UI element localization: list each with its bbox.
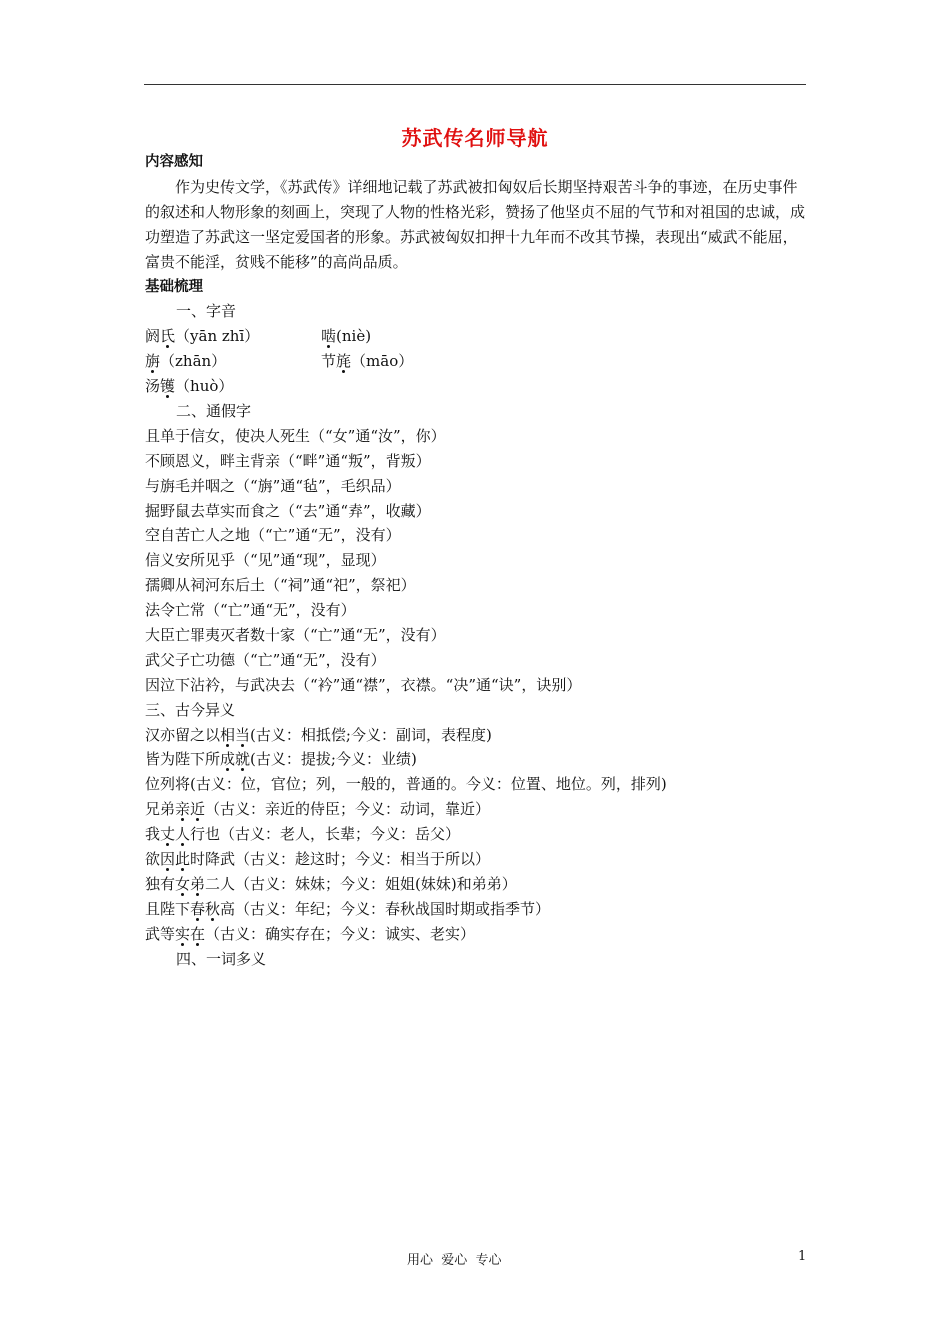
emphasis-char: 当: [235, 725, 251, 744]
perception-heading: 内容感知: [145, 154, 203, 170]
gujin-text: 时降武（古义：趁这时；今义：相当于所以）: [190, 850, 491, 869]
tongjia-item: 信义安所见乎（“见”通“现”，显现）: [145, 551, 386, 570]
gujin-text: 武等: [145, 924, 176, 943]
emphasis-char: 镬: [160, 377, 176, 396]
pron-text: （māo）: [351, 352, 414, 371]
basics-heading: 基础梳理: [145, 278, 203, 295]
emphasis-word: [220, 750, 250, 768]
gujin-text: 位列将: [145, 775, 191, 794]
tongjia-item: 武父子亡功德（“亡”通“无”，没有）: [145, 650, 386, 669]
emphasis-word: [175, 875, 205, 893]
emphasis-char: 亲: [175, 800, 191, 819]
gujin-text: (古义：相抵偿;今义：副词，表程度): [250, 725, 492, 744]
gujin-text: 且陛下: [145, 899, 191, 918]
footer-motto: 用心 爱心 专心: [407, 1253, 502, 1268]
pron-row-2: [145, 349, 811, 374]
emphasis-char: 女: [175, 874, 191, 893]
gujin-text: 兄弟: [145, 800, 176, 819]
emphasis-char: 成: [220, 750, 236, 769]
gujin-item: [145, 847, 811, 872]
emphasis-char: 人: [175, 825, 191, 844]
gujin-text: 我: [145, 825, 161, 844]
gujin-item: [145, 747, 811, 772]
gujin-text: 皆为陛下所: [145, 750, 221, 769]
gujin-item: [145, 922, 811, 947]
document-body: [145, 150, 811, 971]
tongjia-item: 不顾恩义，畔主背亲（“畔”通“叛”，背叛）: [145, 451, 431, 470]
tongjia-item: 因泣下沾衿，与武决去（“衿”通“襟”，衣襟。“决”通“诀”，诀别）: [145, 675, 582, 694]
document-title: 苏武传名师导航: [401, 126, 549, 150]
emphasis-word: [220, 726, 250, 744]
gujin-item: [145, 797, 811, 822]
gujin-text: 欲: [145, 850, 161, 869]
gujin-text: （古义：确实存在；今义：诚实、老实）: [205, 924, 476, 943]
gujin-text: 汉亦留之以: [145, 725, 221, 744]
pron-text: （yān zhī）: [175, 327, 260, 346]
emphasis-char: 旄: [336, 352, 352, 371]
gujin-text: 二人（古义：妹妹；今义：姐姐(妹妹)和弟弟）: [205, 874, 517, 893]
pron-heading: 一、字音: [176, 302, 237, 321]
emphasis-char: 旃: [145, 352, 161, 371]
gujin-text: 独有: [145, 874, 176, 893]
pron-row-1: [145, 324, 811, 349]
tongjia-item: 法令亡常（“亡”通“无”，没有）: [145, 601, 356, 620]
gujin-item: [145, 872, 811, 897]
tongjia-item: 掘野鼠去草实而食之（“去”通“弆”，收藏）: [145, 501, 431, 520]
pron-text: 阏: [145, 327, 161, 346]
tongjia-item: 且单于信女，使决人死生（“女”通“汝”，你）: [145, 426, 446, 445]
emphasis-char: 近: [190, 800, 206, 819]
gujin-item: [145, 723, 811, 748]
gujin-heading: 三、古今异义: [145, 700, 236, 719]
emphasis-char: 此: [175, 850, 191, 869]
tongjia-item: 孺卿从祠河东后土（“祠”通“祀”，祭祀）: [145, 576, 416, 595]
header-rule: [144, 84, 806, 85]
emphasis-char: 因: [160, 850, 176, 869]
tongjia-item: 大臣亡罪夷灭者数十家（“亡”通“无”，没有）: [145, 626, 446, 645]
emphasis-char: 实: [175, 924, 191, 943]
emphasis-word: [175, 800, 205, 818]
pron-text: (niè): [336, 327, 372, 346]
emphasis-char: 就: [235, 750, 251, 769]
tongjia-item: 空自苦亡人之地（“亡”通“无”，没有）: [145, 526, 401, 545]
emphasis-word: [175, 925, 205, 943]
gujin-text: 高（古义：年纪；今义：春秋战国时期或指季节）: [220, 899, 551, 918]
pron-text: （huò）: [175, 377, 234, 396]
emphasis-char: 弟: [190, 874, 206, 893]
gujin-item: [145, 897, 811, 922]
tongjia-heading: 二、通假字: [176, 402, 252, 420]
emphasis-char: 啮: [321, 327, 337, 346]
perception-paragraph: 作为史传文学，《苏武传》详细地记载了苏武被扣匈奴后长期坚持艰苦斗争的事迹，在历史事件的叙述和人物形象的刻画上，突现了人物的性格光彩，赞扬了他坚贞不屈的气节和对祖国的忠诚，成功塑造了苏武这一坚定爱国者的形象。苏武被匈奴扣押十九年而不改其节操，表现出“威武不能屈，富贵不能淫，贫贱不能移”的高尚品质。: [145, 177, 806, 271]
emphasis-char: 氏: [160, 327, 176, 346]
pron-row-3: [145, 374, 811, 399]
tongjia-item: 与旃毛并咽之（“旃”通“毡”，毛织品）: [145, 476, 401, 495]
gujin-text: (古义：提拔;今义：业绩): [250, 750, 417, 769]
page-number: 1: [798, 1249, 807, 1264]
emphasis-char: 在: [190, 924, 206, 943]
gujin-item: [145, 822, 811, 847]
emphasis-word: [160, 825, 190, 843]
pron-text: 节: [321, 352, 337, 371]
emphasis-word: [160, 850, 190, 868]
emphasis-word: [190, 900, 220, 918]
gujin-text: （古义：亲近的侍臣；今义：动词，靠近）: [205, 800, 491, 819]
emphasis-char: 秋: [205, 899, 221, 918]
emphasis-char: 相: [220, 725, 236, 744]
emphasis-char: 丈: [160, 825, 176, 844]
emphasis-char: 春: [190, 899, 206, 918]
gujin-text: 行也（古义：老人，长辈；今义：岳父）: [190, 825, 461, 844]
gujin-text: (古义：位，官位；列，一般的，普通的。今义：位置、地位。列，排列): [190, 775, 667, 794]
polysemy-heading: 四、一词多义: [176, 949, 267, 968]
pron-text: （zhān）: [160, 352, 227, 371]
gujin-item: [145, 772, 811, 797]
pron-text: 汤: [145, 377, 161, 396]
